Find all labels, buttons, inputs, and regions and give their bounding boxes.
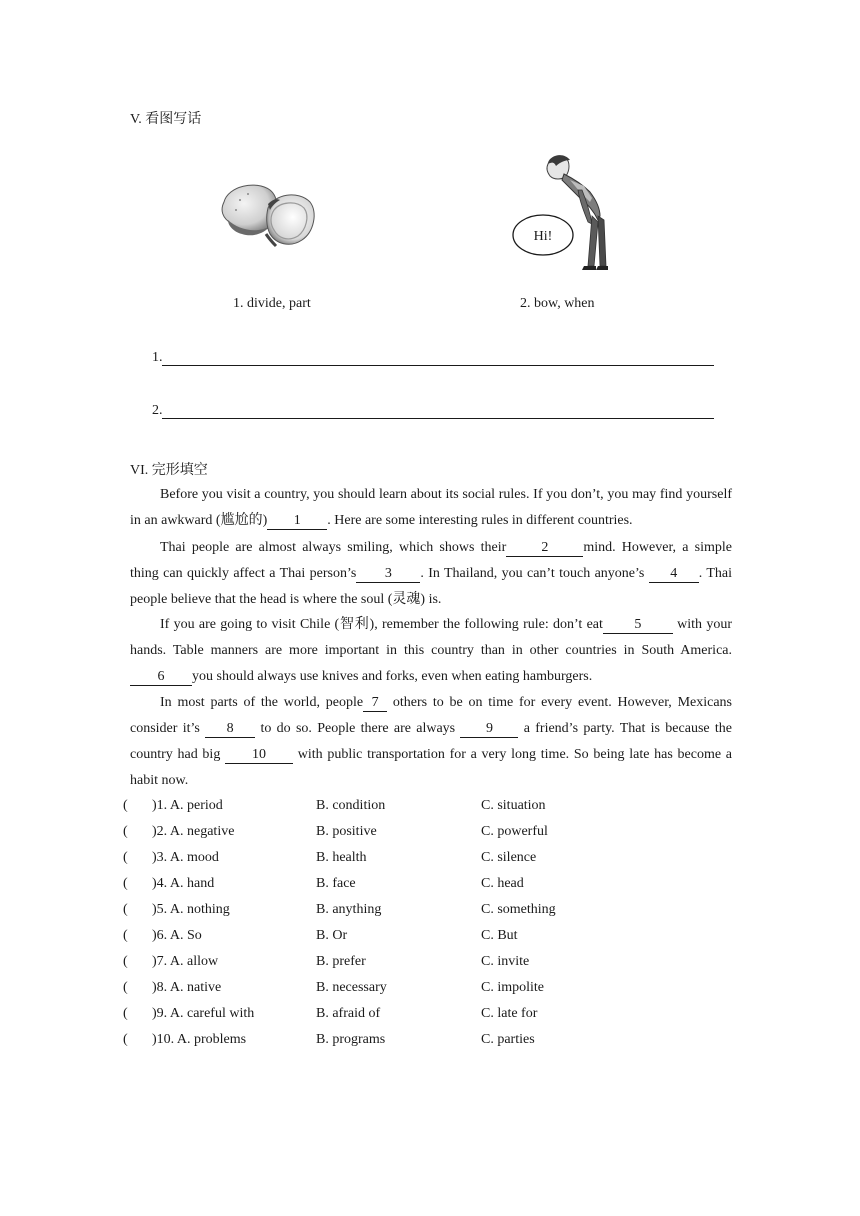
strawberry-picture (218, 180, 318, 250)
question-option-c: C. But (481, 928, 518, 943)
p4-text-e: a friend’s party. That is because the country had big (130, 721, 733, 762)
answer-paren: ( (123, 850, 128, 865)
blank-8: 8 (205, 721, 255, 738)
answer-line-1-rule (162, 365, 714, 366)
question-option-c: C. silence (481, 850, 537, 865)
p3-text-c: with your hands. Table manners are more important in this country than in other countries in South America. (130, 617, 732, 658)
p2-text-d: . In Thailand, you can’t touch anyone’s (420, 566, 649, 581)
bowing-boy-picture (508, 150, 620, 272)
blank-5: 5 (603, 617, 673, 634)
p4-text-c: others to be on time for every event. However, Mexicans consider it’s (130, 695, 733, 736)
question-row[interactable] (123, 876, 743, 902)
answer-line-1-number: 1. (152, 350, 163, 365)
question-option-c: C. head (481, 876, 524, 891)
blank-2: 2 (506, 540, 583, 557)
section-title-writing: V. 看图写话 (130, 112, 202, 127)
p1-text-c: . Here are some interesting rules in different countries. (327, 513, 633, 528)
question-row[interactable] (123, 1006, 743, 1032)
question-option-b: B. prefer (316, 954, 366, 969)
answer-paren: ( (123, 902, 128, 917)
p1-text-a: Before you visit a country, you should learn about its social rules. If you don’t, you may find yourself in an awkward (尴尬的) (130, 487, 732, 528)
question-option-c: C. something (481, 902, 556, 917)
answer-paren: ( (123, 876, 128, 891)
cloze-paragraph-2 (130, 535, 732, 613)
p3-text-d: you should always use knives and forks, even when eating hamburgers. (192, 669, 593, 684)
question-row[interactable] (123, 1032, 743, 1058)
question-option-a: )6. A. So (152, 928, 202, 943)
question-option-a: )10. A. problems (152, 1032, 247, 1047)
blank-4: 4 (649, 566, 699, 583)
question-option-a: )4. A. hand (152, 876, 215, 891)
p2-text-a: Thai people are almost always smiling, which shows their (160, 540, 507, 555)
question-option-c: C. invite (481, 954, 530, 969)
question-option-b: B. condition (316, 798, 386, 813)
blank-9: 9 (460, 721, 518, 738)
answer-paren: ( (123, 1032, 128, 1047)
question-option-c: C. parties (481, 1032, 535, 1047)
question-option-a: )7. A. allow (152, 954, 219, 969)
answer-paren: ( (123, 1006, 128, 1021)
answer-paren: ( (123, 980, 128, 995)
question-option-b: B. positive (316, 824, 377, 839)
question-option-b: B. afraid of (316, 1006, 381, 1021)
question-option-b: B. programs (316, 1032, 386, 1047)
question-option-c: C. situation (481, 798, 546, 813)
question-option-b: B. anything (316, 902, 382, 917)
answer-paren: ( (123, 928, 128, 943)
p4-text-f: with public transportation for a very long time. So being late has become a habit now. (130, 747, 732, 788)
question-option-a: )2. A. negative (152, 824, 235, 839)
answer-line-2-rule (162, 418, 714, 419)
cloze-paragraph-4 (130, 690, 732, 794)
answer-paren: ( (123, 798, 128, 813)
question-option-c: C. powerful (481, 824, 548, 839)
blank-10: 10 (225, 747, 293, 764)
p4-text-d: to do so. People there are always (255, 721, 461, 736)
question-row[interactable] (123, 980, 743, 1006)
picture2-caption: 2. bow, when (520, 296, 595, 311)
speech-bubble-text: Hi! (533, 229, 553, 244)
question-row[interactable] (123, 850, 743, 876)
cloze-paragraph-3 (130, 612, 732, 690)
answer-paren: ( (123, 954, 128, 969)
question-option-c: C. late for (481, 1006, 538, 1021)
p4-text-a: In most parts of the world, people (160, 695, 364, 710)
blank-6: 6 (130, 669, 192, 686)
p2-text-e: . Thai people believe that the head is where the soul (灵魂) is. (130, 566, 732, 607)
answer-line-2[interactable] (152, 403, 714, 419)
question-option-a: )1. A. period (152, 798, 223, 813)
answer-paren: ( (123, 824, 128, 839)
p2-text-c: mind. However, a simple thing can quickly affect a Thai person’s (130, 540, 733, 581)
p3-text-a: If you are going to visit Chile (智利), remember the following rule: don’t eat (160, 617, 603, 632)
question-option-a: )3. A. mood (152, 850, 219, 865)
picture1-caption: 1. divide, part (233, 296, 311, 311)
question-option-b: B. face (316, 876, 356, 891)
question-option-a: )5. A. nothing (152, 902, 230, 917)
question-option-b: B. necessary (316, 980, 387, 995)
question-row[interactable] (123, 798, 743, 824)
answer-line-1[interactable] (152, 350, 714, 366)
section-title-cloze: VI. 完形填空 (130, 463, 208, 478)
answer-line-2-number: 2. (152, 403, 163, 418)
question-row[interactable] (123, 902, 743, 928)
question-option-c: C. impolite (481, 980, 544, 995)
question-row[interactable] (123, 824, 743, 850)
blank-3: 3 (356, 566, 420, 583)
question-option-a: )9. A. careful with (152, 1006, 255, 1021)
blank-7: 7 (363, 695, 387, 712)
question-row[interactable] (123, 954, 743, 980)
cloze-paragraph-1 (130, 482, 732, 534)
question-option-b: B. Or (316, 928, 348, 943)
question-option-a: )8. A. native (152, 980, 222, 995)
question-option-b: B. health (316, 850, 367, 865)
blank-1: 1 (267, 513, 327, 530)
question-row[interactable] (123, 928, 743, 954)
